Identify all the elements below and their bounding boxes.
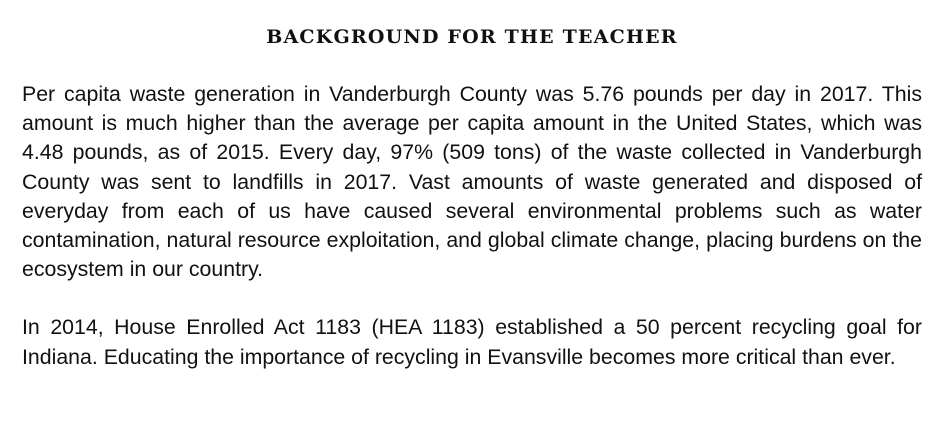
paragraph-waste-generation: Per capita waste generation in Vanderburgh County was 5.76 pounds per day in 2017. This amount is much higher than the average per capita amount in the United States, which was 4.48 pounds, as of 2015. Every day, 97% (509 tons) of the waste collected in Vanderburgh County was sent to landfills in 2017. Vast amounts of waste generated and disposed of everyday from each of us have caused several environmental problems such as water contamination, natural resource exploitation, and global climate change, placing burdens on the ecosystem in our country.: [22, 82, 922, 282]
paragraph-recycling-goal: In 2014, House Enrolled Act 1183 (HEA 1183) established a 50 percent recycling goal for Indiana. Educating the importance of recycling in Evansville becomes more critical than ever.: [22, 315, 922, 369]
section-heading: BACKGROUND FOR THE TEACHER: [266, 26, 678, 48]
